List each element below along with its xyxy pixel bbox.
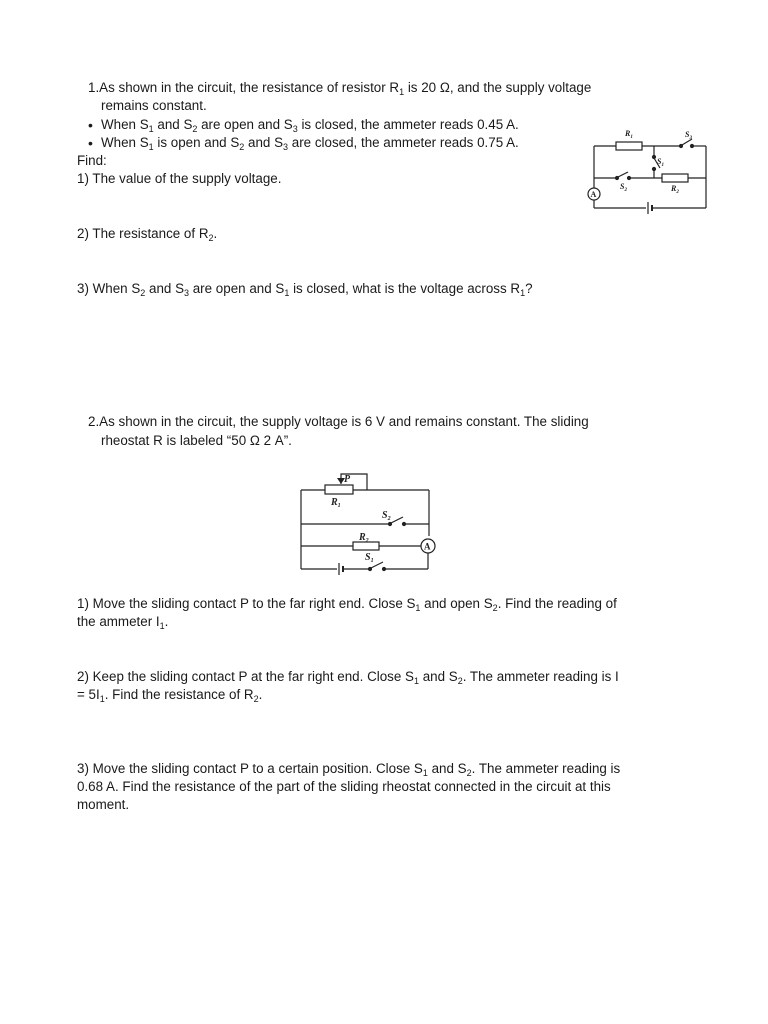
q2-part-2-line2: = $5I_1$. Find the resistance of $R_2$. bbox=[77, 687, 263, 704]
q2-part-1-line1: 1) Move the sliding contact P to the far right end. Close $S_1$ and open $S_2$. Find the reading of bbox=[77, 596, 617, 613]
q2-part-1-line2: the ammeter $I_1$. bbox=[77, 614, 169, 631]
svg-text:R2: $R_2$ bbox=[671, 184, 679, 195]
resistor-r1 bbox=[616, 142, 642, 150]
q1-part-2: 2) The resistance of $R_2$. bbox=[77, 226, 218, 243]
q1-part-1: 1) The value of the supply voltage. bbox=[77, 171, 282, 186]
switch-s2 bbox=[618, 172, 628, 177]
q1-bullet-2: • When $S_1$ is open and $S_2$ and $S_3$ are closed, the ammeter reads 0.75 A. bbox=[101, 134, 519, 152]
q1-intro-line2: remains constant. bbox=[101, 98, 207, 113]
q2-part-2-line1: 2) Keep the sliding contact P at the far right end. Close $S_1$ and $S_2$. The ammeter reading is I bbox=[77, 669, 619, 686]
svg-text:S1: $S_1$ bbox=[657, 157, 664, 168]
svg-text:S2: $S_2$ bbox=[382, 510, 391, 522]
q2-part-3-line3: moment. bbox=[77, 797, 130, 812]
q2-part-3-line2: 0.68 A. Find the resistance of the part of the sliding rheostat connected in the circuit at this bbox=[77, 779, 611, 794]
svg-text:A: A bbox=[424, 541, 431, 552]
q2-intro-line1: 2.As shown in the circuit, the supply voltage is 6 V and remains constant. The sliding bbox=[88, 414, 589, 429]
resistor-r2 bbox=[662, 174, 688, 182]
q2-intro-line2: rheostat R is labeled “50 Ω 2 A”. bbox=[101, 433, 292, 448]
svg-text:R1: $R_1$ bbox=[625, 129, 633, 140]
q2-part-3-line1: 3) Move the sliding contact P to a certain position. Close $S_1$ and $S_2$. The ammeter reading is bbox=[77, 761, 621, 778]
svg-text:A: A bbox=[590, 190, 597, 199]
svg-text:S2: $S_2$ bbox=[620, 182, 627, 193]
svg-text:P: P bbox=[344, 474, 351, 485]
q1-bullet-1: • When $S_1$ and $S_2$ are open and $S_3$ is closed, the ammeter reads 0.45 A. bbox=[101, 116, 519, 134]
svg-text:S3: $S_3$ bbox=[685, 130, 692, 141]
rheostat-r1 bbox=[325, 485, 353, 494]
svg-text:R1: $R_1$ bbox=[331, 497, 341, 509]
q1-part-3: 3) When $S_2$ and $S_3$ are open and $S_1$ is closed, what is the voltage across $R_1$? bbox=[77, 281, 533, 298]
circuit-diagram-2 bbox=[297, 468, 447, 578]
circuit-diagram-1 bbox=[582, 126, 712, 216]
svg-text:R2: $R_2$ bbox=[359, 532, 369, 544]
q1-intro-line1: 1.As shown in the circuit, the resistance of resistor $R_1$ is 20 Ω, and the supply voltage bbox=[88, 80, 592, 97]
switch-s2 bbox=[391, 517, 403, 523]
q1-find: Find: bbox=[77, 153, 107, 168]
svg-text:S1: $S_1$ bbox=[365, 552, 374, 564]
